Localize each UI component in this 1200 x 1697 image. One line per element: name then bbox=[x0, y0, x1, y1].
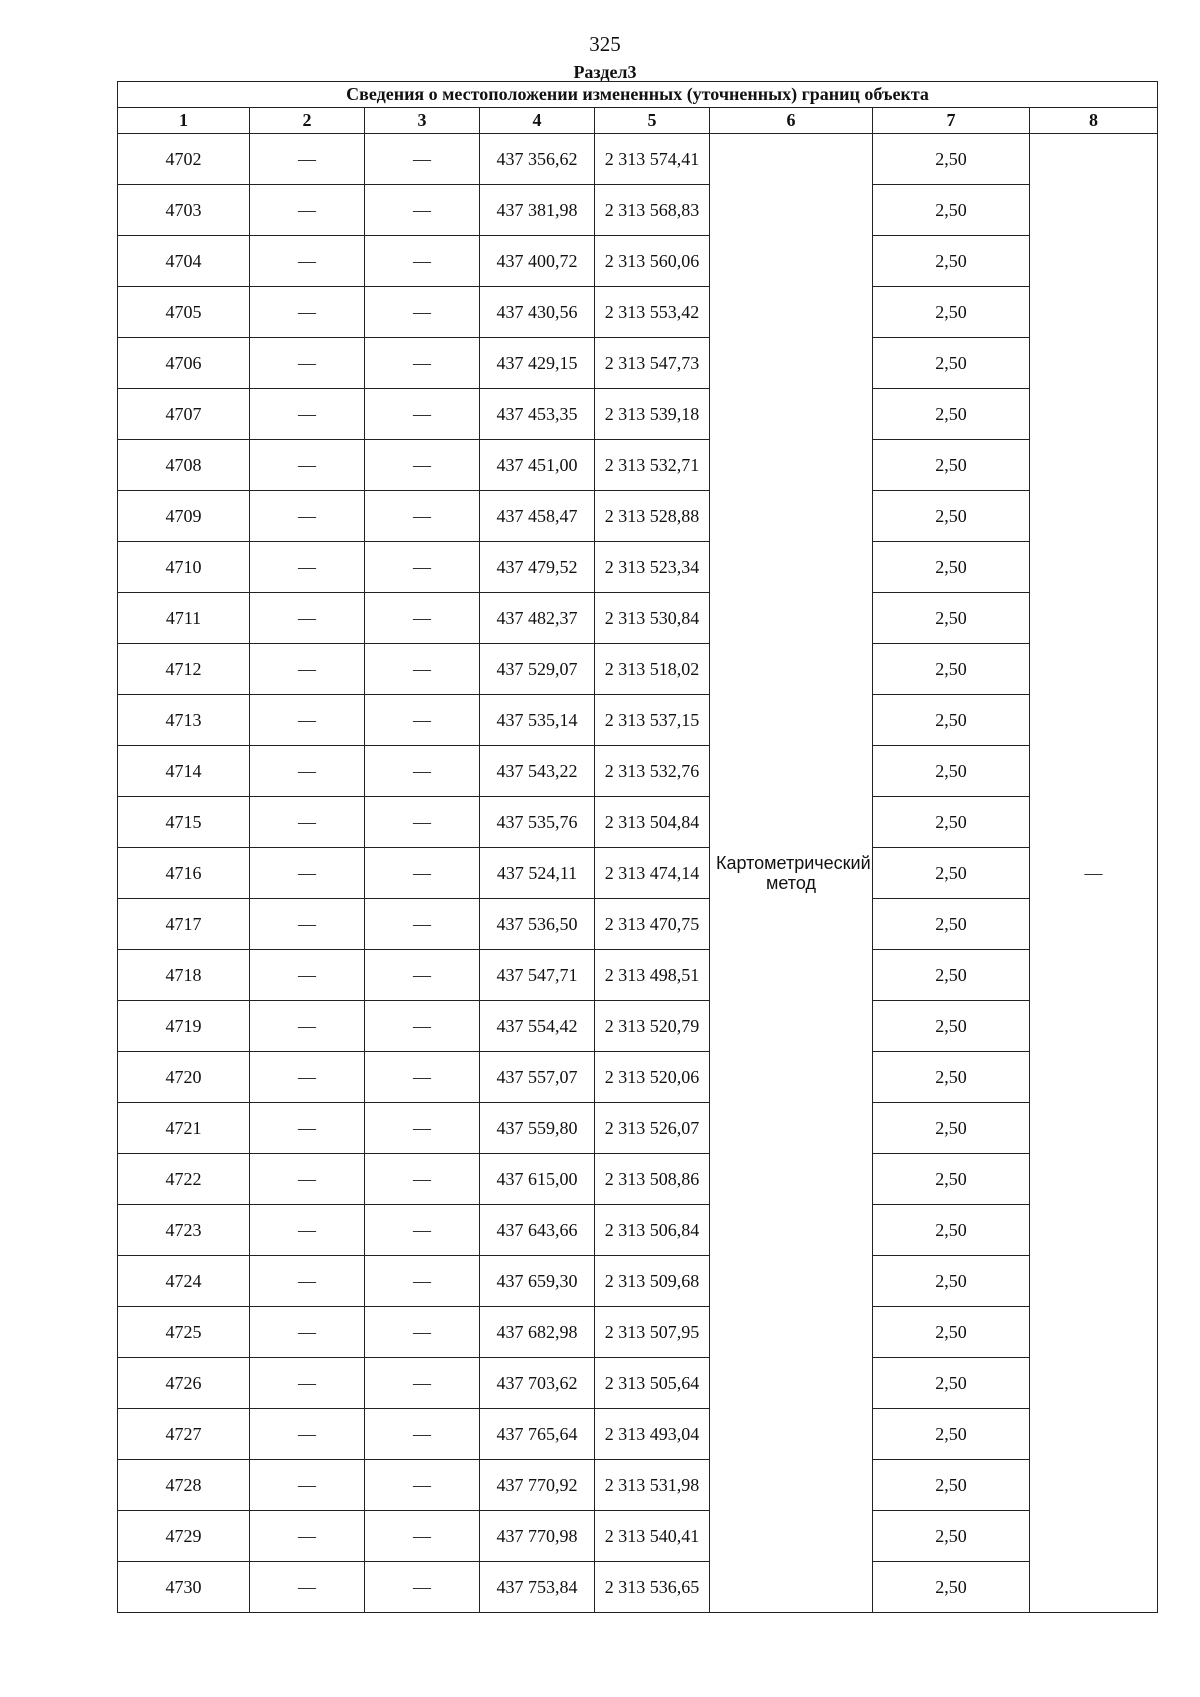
y-coordinate-cell: 2 313 505,64 bbox=[595, 1358, 710, 1409]
column-header: 7 bbox=[873, 108, 1030, 134]
col2-cell: — bbox=[250, 236, 365, 287]
point-number-cell: 4728 bbox=[118, 1460, 250, 1511]
table-row bbox=[118, 491, 1158, 542]
x-coordinate-cell: 437 453,35 bbox=[480, 389, 595, 440]
x-coordinate-cell: 437 753,84 bbox=[480, 1562, 595, 1613]
precision-cell: 2,50 bbox=[873, 644, 1030, 695]
point-number-cell: 4730 bbox=[118, 1562, 250, 1613]
col2-cell: — bbox=[250, 695, 365, 746]
point-number-cell: 4725 bbox=[118, 1307, 250, 1358]
y-coordinate-cell: 2 313 540,41 bbox=[595, 1511, 710, 1562]
point-number-cell: 4711 bbox=[118, 593, 250, 644]
x-coordinate-cell: 437 643,66 bbox=[480, 1205, 595, 1256]
y-coordinate-cell: 2 313 574,41 bbox=[595, 134, 710, 185]
precision-cell: 2,50 bbox=[873, 1103, 1030, 1154]
table-row bbox=[118, 1511, 1158, 1562]
col2-cell: — bbox=[250, 593, 365, 644]
point-number-cell: 4714 bbox=[118, 746, 250, 797]
y-coordinate-cell: 2 313 547,73 bbox=[595, 338, 710, 389]
x-coordinate-cell: 437 529,07 bbox=[480, 644, 595, 695]
precision-cell: 2,50 bbox=[873, 848, 1030, 899]
col3-cell: — bbox=[365, 848, 480, 899]
column-header: 5 bbox=[595, 108, 710, 134]
precision-cell: 2,50 bbox=[873, 1460, 1030, 1511]
y-coordinate-cell: 2 313 520,06 bbox=[595, 1052, 710, 1103]
precision-cell: 2,50 bbox=[873, 542, 1030, 593]
y-coordinate-cell: 2 313 504,84 bbox=[595, 797, 710, 848]
precision-cell: 2,50 bbox=[873, 1307, 1030, 1358]
table-row bbox=[118, 899, 1158, 950]
x-coordinate-cell: 437 557,07 bbox=[480, 1052, 595, 1103]
col2-cell: — bbox=[250, 1511, 365, 1562]
y-coordinate-cell: 2 313 474,14 bbox=[595, 848, 710, 899]
table-row bbox=[118, 440, 1158, 491]
precision-cell: 2,50 bbox=[873, 593, 1030, 644]
col2-cell: — bbox=[250, 1562, 365, 1613]
y-coordinate-cell: 2 313 507,95 bbox=[595, 1307, 710, 1358]
precision-cell: 2,50 bbox=[873, 440, 1030, 491]
x-coordinate-cell: 437 482,37 bbox=[480, 593, 595, 644]
y-coordinate-cell: 2 313 470,75 bbox=[595, 899, 710, 950]
col8-cell: — bbox=[1030, 134, 1158, 1613]
y-coordinate-cell: 2 313 528,88 bbox=[595, 491, 710, 542]
col3-cell: — bbox=[365, 440, 480, 491]
col2-cell: — bbox=[250, 185, 365, 236]
col3-cell: — bbox=[365, 950, 480, 1001]
column-header: 2 bbox=[250, 108, 365, 134]
col2-cell: — bbox=[250, 644, 365, 695]
x-coordinate-cell: 437 765,64 bbox=[480, 1409, 595, 1460]
table-row bbox=[118, 1409, 1158, 1460]
precision-cell: 2,50 bbox=[873, 1001, 1030, 1052]
point-number-cell: 4716 bbox=[118, 848, 250, 899]
col3-cell: — bbox=[365, 797, 480, 848]
col2-cell: — bbox=[250, 1256, 365, 1307]
col2-cell: — bbox=[250, 797, 365, 848]
x-coordinate-cell: 437 479,52 bbox=[480, 542, 595, 593]
col2-cell: — bbox=[250, 440, 365, 491]
y-coordinate-cell: 2 313 553,42 bbox=[595, 287, 710, 338]
table-row bbox=[118, 1460, 1158, 1511]
precision-cell: 2,50 bbox=[873, 389, 1030, 440]
table-row bbox=[118, 1001, 1158, 1052]
x-coordinate-cell: 437 458,47 bbox=[480, 491, 595, 542]
col3-cell: — bbox=[365, 1154, 480, 1205]
col3-cell: — bbox=[365, 644, 480, 695]
table-row bbox=[118, 542, 1158, 593]
precision-cell: 2,50 bbox=[873, 797, 1030, 848]
point-number-cell: 4724 bbox=[118, 1256, 250, 1307]
point-number-cell: 4708 bbox=[118, 440, 250, 491]
y-coordinate-cell: 2 313 498,51 bbox=[595, 950, 710, 1001]
x-coordinate-cell: 437 429,15 bbox=[480, 338, 595, 389]
table-row bbox=[118, 1205, 1158, 1256]
y-coordinate-cell: 2 313 532,76 bbox=[595, 746, 710, 797]
column-header: 3 bbox=[365, 108, 480, 134]
table-body bbox=[118, 134, 1158, 1613]
table-row bbox=[118, 746, 1158, 797]
col2-cell: — bbox=[250, 542, 365, 593]
y-coordinate-cell: 2 313 536,65 bbox=[595, 1562, 710, 1613]
col3-cell: — bbox=[365, 899, 480, 950]
x-coordinate-cell: 437 381,98 bbox=[480, 185, 595, 236]
table-row bbox=[118, 389, 1158, 440]
precision-cell: 2,50 bbox=[873, 899, 1030, 950]
column-header: 8 bbox=[1030, 108, 1158, 134]
coordinates-table bbox=[117, 81, 1158, 1613]
col2-cell: — bbox=[250, 950, 365, 1001]
x-coordinate-cell: 437 536,50 bbox=[480, 899, 595, 950]
table-row bbox=[118, 848, 1158, 899]
col2-cell: — bbox=[250, 1103, 365, 1154]
column-header: 6 bbox=[710, 108, 873, 134]
point-number-cell: 4712 bbox=[118, 644, 250, 695]
col3-cell: — bbox=[365, 185, 480, 236]
y-coordinate-cell: 2 313 532,71 bbox=[595, 440, 710, 491]
precision-cell: 2,50 bbox=[873, 746, 1030, 797]
precision-cell: 2,50 bbox=[873, 1358, 1030, 1409]
col3-cell: — bbox=[365, 1409, 480, 1460]
col3-cell: — bbox=[365, 1052, 480, 1103]
col3-cell: — bbox=[365, 134, 480, 185]
col3-cell: — bbox=[365, 236, 480, 287]
y-coordinate-cell: 2 313 560,06 bbox=[595, 236, 710, 287]
y-coordinate-cell: 2 313 530,84 bbox=[595, 593, 710, 644]
table-row bbox=[118, 134, 1158, 185]
y-coordinate-cell: 2 313 509,68 bbox=[595, 1256, 710, 1307]
col3-cell: — bbox=[365, 389, 480, 440]
col3-cell: — bbox=[365, 593, 480, 644]
col2-cell: — bbox=[250, 899, 365, 950]
precision-cell: 2,50 bbox=[873, 1256, 1030, 1307]
point-number-cell: 4718 bbox=[118, 950, 250, 1001]
col3-cell: — bbox=[365, 1103, 480, 1154]
point-number-cell: 4726 bbox=[118, 1358, 250, 1409]
table-row bbox=[118, 644, 1158, 695]
y-coordinate-cell: 2 313 520,79 bbox=[595, 1001, 710, 1052]
y-coordinate-cell: 2 313 537,15 bbox=[595, 695, 710, 746]
y-coordinate-cell: 2 313 518,02 bbox=[595, 644, 710, 695]
column-header: 1 bbox=[118, 108, 250, 134]
point-number-cell: 4729 bbox=[118, 1511, 250, 1562]
point-number-cell: 4722 bbox=[118, 1154, 250, 1205]
point-number-cell: 4715 bbox=[118, 797, 250, 848]
col2-cell: — bbox=[250, 1154, 365, 1205]
point-number-cell: 4719 bbox=[118, 1001, 250, 1052]
table-row bbox=[118, 695, 1158, 746]
table-row bbox=[118, 287, 1158, 338]
y-coordinate-cell: 2 313 531,98 bbox=[595, 1460, 710, 1511]
precision-cell: 2,50 bbox=[873, 338, 1030, 389]
table-row bbox=[118, 236, 1158, 287]
x-coordinate-cell: 437 559,80 bbox=[480, 1103, 595, 1154]
point-number-cell: 4704 bbox=[118, 236, 250, 287]
col2-cell: — bbox=[250, 1460, 365, 1511]
col3-cell: — bbox=[365, 1256, 480, 1307]
point-number-cell: 4713 bbox=[118, 695, 250, 746]
precision-cell: 2,50 bbox=[873, 1562, 1030, 1613]
precision-cell: 2,50 bbox=[873, 491, 1030, 542]
col2-cell: — bbox=[250, 1205, 365, 1256]
precision-cell: 2,50 bbox=[873, 1409, 1030, 1460]
col2-cell: — bbox=[250, 746, 365, 797]
x-coordinate-cell: 437 535,14 bbox=[480, 695, 595, 746]
col2-cell: — bbox=[250, 1001, 365, 1052]
point-number-cell: 4709 bbox=[118, 491, 250, 542]
col2-cell: — bbox=[250, 848, 365, 899]
point-number-cell: 4727 bbox=[118, 1409, 250, 1460]
col3-cell: — bbox=[365, 1307, 480, 1358]
precision-cell: 2,50 bbox=[873, 950, 1030, 1001]
point-number-cell: 4706 bbox=[118, 338, 250, 389]
y-coordinate-cell: 2 313 568,83 bbox=[595, 185, 710, 236]
x-coordinate-cell: 437 682,98 bbox=[480, 1307, 595, 1358]
precision-cell: 2,50 bbox=[873, 134, 1030, 185]
x-coordinate-cell: 437 770,92 bbox=[480, 1460, 595, 1511]
col3-cell: — bbox=[365, 1562, 480, 1613]
table-row bbox=[118, 950, 1158, 1001]
y-coordinate-cell: 2 313 506,84 bbox=[595, 1205, 710, 1256]
col2-cell: — bbox=[250, 1052, 365, 1103]
col2-cell: — bbox=[250, 491, 365, 542]
x-coordinate-cell: 437 543,22 bbox=[480, 746, 595, 797]
col3-cell: — bbox=[365, 1460, 480, 1511]
x-coordinate-cell: 437 451,00 bbox=[480, 440, 595, 491]
x-coordinate-cell: 437 703,62 bbox=[480, 1358, 595, 1409]
x-coordinate-cell: 437 356,62 bbox=[480, 134, 595, 185]
col2-cell: — bbox=[250, 1409, 365, 1460]
col2-cell: — bbox=[250, 134, 365, 185]
x-coordinate-cell: 437 535,76 bbox=[480, 797, 595, 848]
table-row bbox=[118, 338, 1158, 389]
x-coordinate-cell: 437 524,11 bbox=[480, 848, 595, 899]
precision-cell: 2,50 bbox=[873, 695, 1030, 746]
col3-cell: — bbox=[365, 1511, 480, 1562]
y-coordinate-cell: 2 313 508,86 bbox=[595, 1154, 710, 1205]
x-coordinate-cell: 437 615,00 bbox=[480, 1154, 595, 1205]
col3-cell: — bbox=[365, 1358, 480, 1409]
method-text: Картометрический метод bbox=[716, 853, 871, 893]
table-row bbox=[118, 1154, 1158, 1205]
section-label: Раздел3 bbox=[573, 62, 637, 82]
table-row bbox=[118, 1256, 1158, 1307]
x-coordinate-cell: 437 554,42 bbox=[480, 1001, 595, 1052]
point-number-cell: 4720 bbox=[118, 1052, 250, 1103]
table-row bbox=[118, 1358, 1158, 1409]
col3-cell: — bbox=[365, 491, 480, 542]
col3-cell: — bbox=[365, 338, 480, 389]
y-coordinate-cell: 2 313 539,18 bbox=[595, 389, 710, 440]
y-coordinate-cell: 2 313 493,04 bbox=[595, 1409, 710, 1460]
table-row bbox=[118, 593, 1158, 644]
x-coordinate-cell: 437 400,72 bbox=[480, 236, 595, 287]
point-number-cell: 4717 bbox=[118, 899, 250, 950]
col2-cell: — bbox=[250, 1307, 365, 1358]
col3-cell: — bbox=[365, 746, 480, 797]
point-number-cell: 4705 bbox=[118, 287, 250, 338]
table-row bbox=[118, 1562, 1158, 1613]
col3-cell: — bbox=[365, 1205, 480, 1256]
point-number-cell: 4707 bbox=[118, 389, 250, 440]
precision-cell: 2,50 bbox=[873, 1205, 1030, 1256]
column-header: 4 bbox=[480, 108, 595, 134]
x-coordinate-cell: 437 659,30 bbox=[480, 1256, 595, 1307]
table-row bbox=[118, 797, 1158, 848]
y-coordinate-cell: 2 313 523,34 bbox=[595, 542, 710, 593]
col2-cell: — bbox=[250, 287, 365, 338]
y-coordinate-cell: 2 313 526,07 bbox=[595, 1103, 710, 1154]
table-row bbox=[118, 1103, 1158, 1154]
point-number-cell: 4702 bbox=[118, 134, 250, 185]
method-cell bbox=[710, 134, 873, 1613]
col3-cell: — bbox=[365, 695, 480, 746]
col2-cell: — bbox=[250, 389, 365, 440]
x-coordinate-cell: 437 770,98 bbox=[480, 1511, 595, 1562]
point-number-cell: 4710 bbox=[118, 542, 250, 593]
column-header-row bbox=[118, 108, 1158, 134]
col2-cell: — bbox=[250, 338, 365, 389]
point-number-cell: 4723 bbox=[118, 1205, 250, 1256]
col3-cell: — bbox=[365, 287, 480, 338]
table-caption: Сведения о местоположении измененных (уточненных) границ объекта bbox=[118, 82, 1158, 108]
page-number: 325 bbox=[589, 32, 621, 56]
x-coordinate-cell: 437 430,56 bbox=[480, 287, 595, 338]
col3-cell: — bbox=[365, 542, 480, 593]
point-number-cell: 4721 bbox=[118, 1103, 250, 1154]
table-row bbox=[118, 1052, 1158, 1103]
table-row bbox=[118, 185, 1158, 236]
point-number-cell: 4703 bbox=[118, 185, 250, 236]
col2-cell: — bbox=[250, 1358, 365, 1409]
precision-cell: 2,50 bbox=[873, 1511, 1030, 1562]
table-row bbox=[118, 1307, 1158, 1358]
precision-cell: 2,50 bbox=[873, 1052, 1030, 1103]
col3-cell: — bbox=[365, 1001, 480, 1052]
precision-cell: 2,50 bbox=[873, 185, 1030, 236]
precision-cell: 2,50 bbox=[873, 1154, 1030, 1205]
x-coordinate-cell: 437 547,71 bbox=[480, 950, 595, 1001]
precision-cell: 2,50 bbox=[873, 287, 1030, 338]
precision-cell: 2,50 bbox=[873, 236, 1030, 287]
